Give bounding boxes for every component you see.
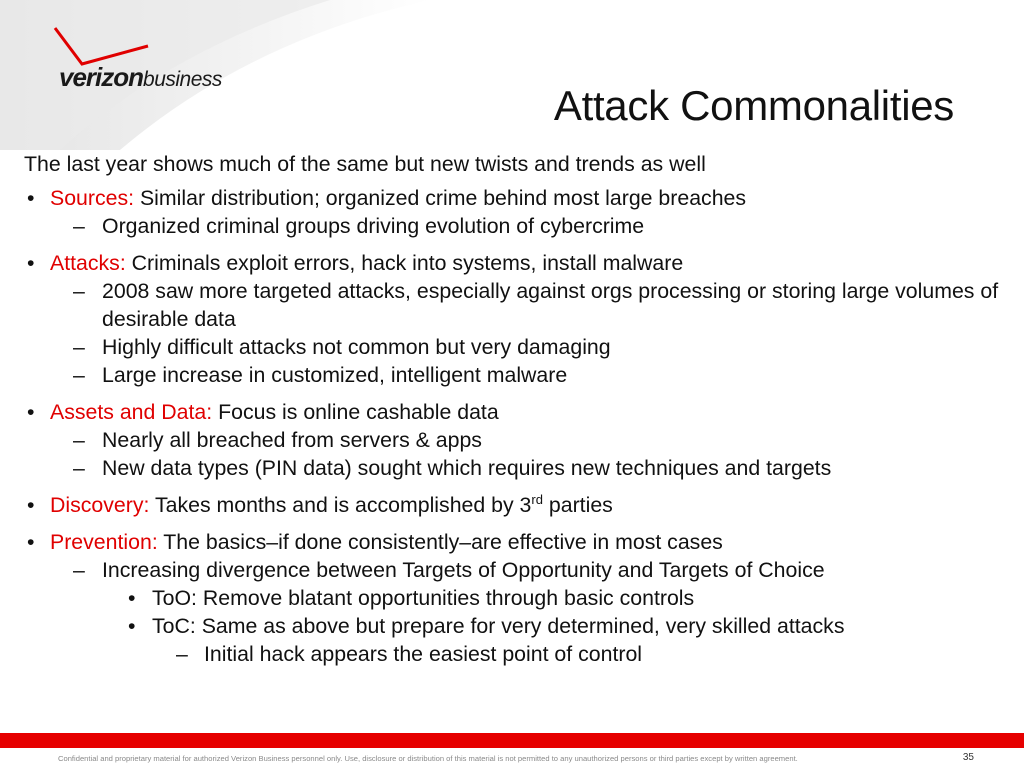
sub-sub-bullet-text: ToC: Same as above but prepare for very determined, very skilled attacks (152, 614, 845, 638)
bullet-marker: • (128, 614, 136, 638)
slide-body (24, 150, 999, 668)
bullet-prevention (24, 528, 999, 556)
sub-bullet (24, 556, 999, 584)
sub-sub-sub-bullet (24, 640, 999, 668)
bullet-marker: • (27, 400, 35, 424)
dash-marker: – (73, 456, 85, 480)
sub-bullet-text: Increasing divergence between Targets of Opportunity and Targets of Choice (102, 558, 825, 582)
sub-bullet-text: Large increase in customized, intelligent malware (102, 363, 568, 387)
bullet-attacks (24, 249, 999, 277)
bullet-assets (24, 398, 999, 426)
prevention-text: The basics–if done consistently–are effective in most cases (163, 530, 723, 554)
sub-bullet (24, 426, 999, 454)
dash-marker: – (176, 642, 188, 666)
sub-sub-sub-bullet-text: Initial hack appears the easiest point of control (204, 642, 643, 666)
bullet-discovery (24, 491, 999, 519)
logo-brand: verizon (59, 62, 144, 92)
sub-bullet-text: Nearly all breached from servers & apps (102, 428, 482, 452)
dash-marker: – (73, 279, 85, 303)
sub-bullet (24, 212, 999, 240)
discovery-label: Discovery: (50, 493, 150, 517)
sources-label: Sources: (50, 186, 135, 210)
footer-bar (0, 733, 1024, 748)
bullet-marker: • (27, 493, 35, 517)
assets-text: Focus is online cashable data (218, 400, 499, 424)
attacks-label: Attacks: (50, 251, 126, 275)
logo-division: business (143, 68, 222, 91)
sub-bullet (24, 361, 999, 389)
bullet-marker: • (27, 186, 35, 210)
discovery-superscript: rd (531, 492, 543, 507)
sub-bullet (24, 454, 999, 482)
sources-text: Similar distribution; organized crime behind most large breaches (139, 186, 747, 210)
sub-bullet-text: Highly difficult attacks not common but very damaging (102, 335, 611, 359)
dash-marker: – (73, 428, 85, 452)
attacks-text: Criminals exploit errors, hack into systems, install malware (131, 251, 684, 275)
bullet-marker: • (128, 586, 136, 610)
sub-sub-bullet-text: ToO: Remove blatant opportunities through basic controls (152, 586, 695, 610)
sub-bullet-text: New data types (PIN data) sought which requires new techniques and targets (102, 456, 832, 480)
discovery-text-end: parties (542, 493, 613, 517)
page-number: 35 (962, 752, 974, 763)
slide-title: Attack Commonalities (553, 82, 954, 129)
dash-marker: – (73, 214, 85, 238)
bullet-marker: • (27, 251, 35, 275)
verizon-business-logo (52, 26, 242, 96)
assets-label: Assets and Data: (50, 400, 213, 424)
dash-marker: – (73, 558, 85, 582)
dash-marker: – (73, 335, 85, 359)
sub-bullet-text: Organized criminal groups driving evolution of cybercrime (102, 214, 645, 238)
intro-text: The last year shows much of the same but new twists and trends as well (24, 152, 706, 176)
sub-bullet (24, 333, 999, 361)
dash-marker: – (73, 363, 85, 387)
prevention-label: Prevention: (50, 530, 158, 554)
sub-bullet-text: 2008 saw more targeted attacks, especially against orgs processing or storing large volumes of desirable data (102, 279, 999, 331)
logo-wordmark (59, 62, 222, 93)
sub-sub-bullet (24, 612, 999, 640)
sub-bullet (24, 277, 999, 333)
sub-sub-bullet (24, 584, 999, 612)
bullet-sources (24, 184, 999, 212)
bullet-marker: • (27, 530, 35, 554)
confidential-notice: Confidential and proprietary material for authorized Verizon Business personnel only. Use, disclosure or distribution of this material is not permitted to any unauthorized persons or third parties except by written agreement. (58, 754, 798, 763)
discovery-text: Takes months and is accomplished by 3 (154, 493, 532, 517)
